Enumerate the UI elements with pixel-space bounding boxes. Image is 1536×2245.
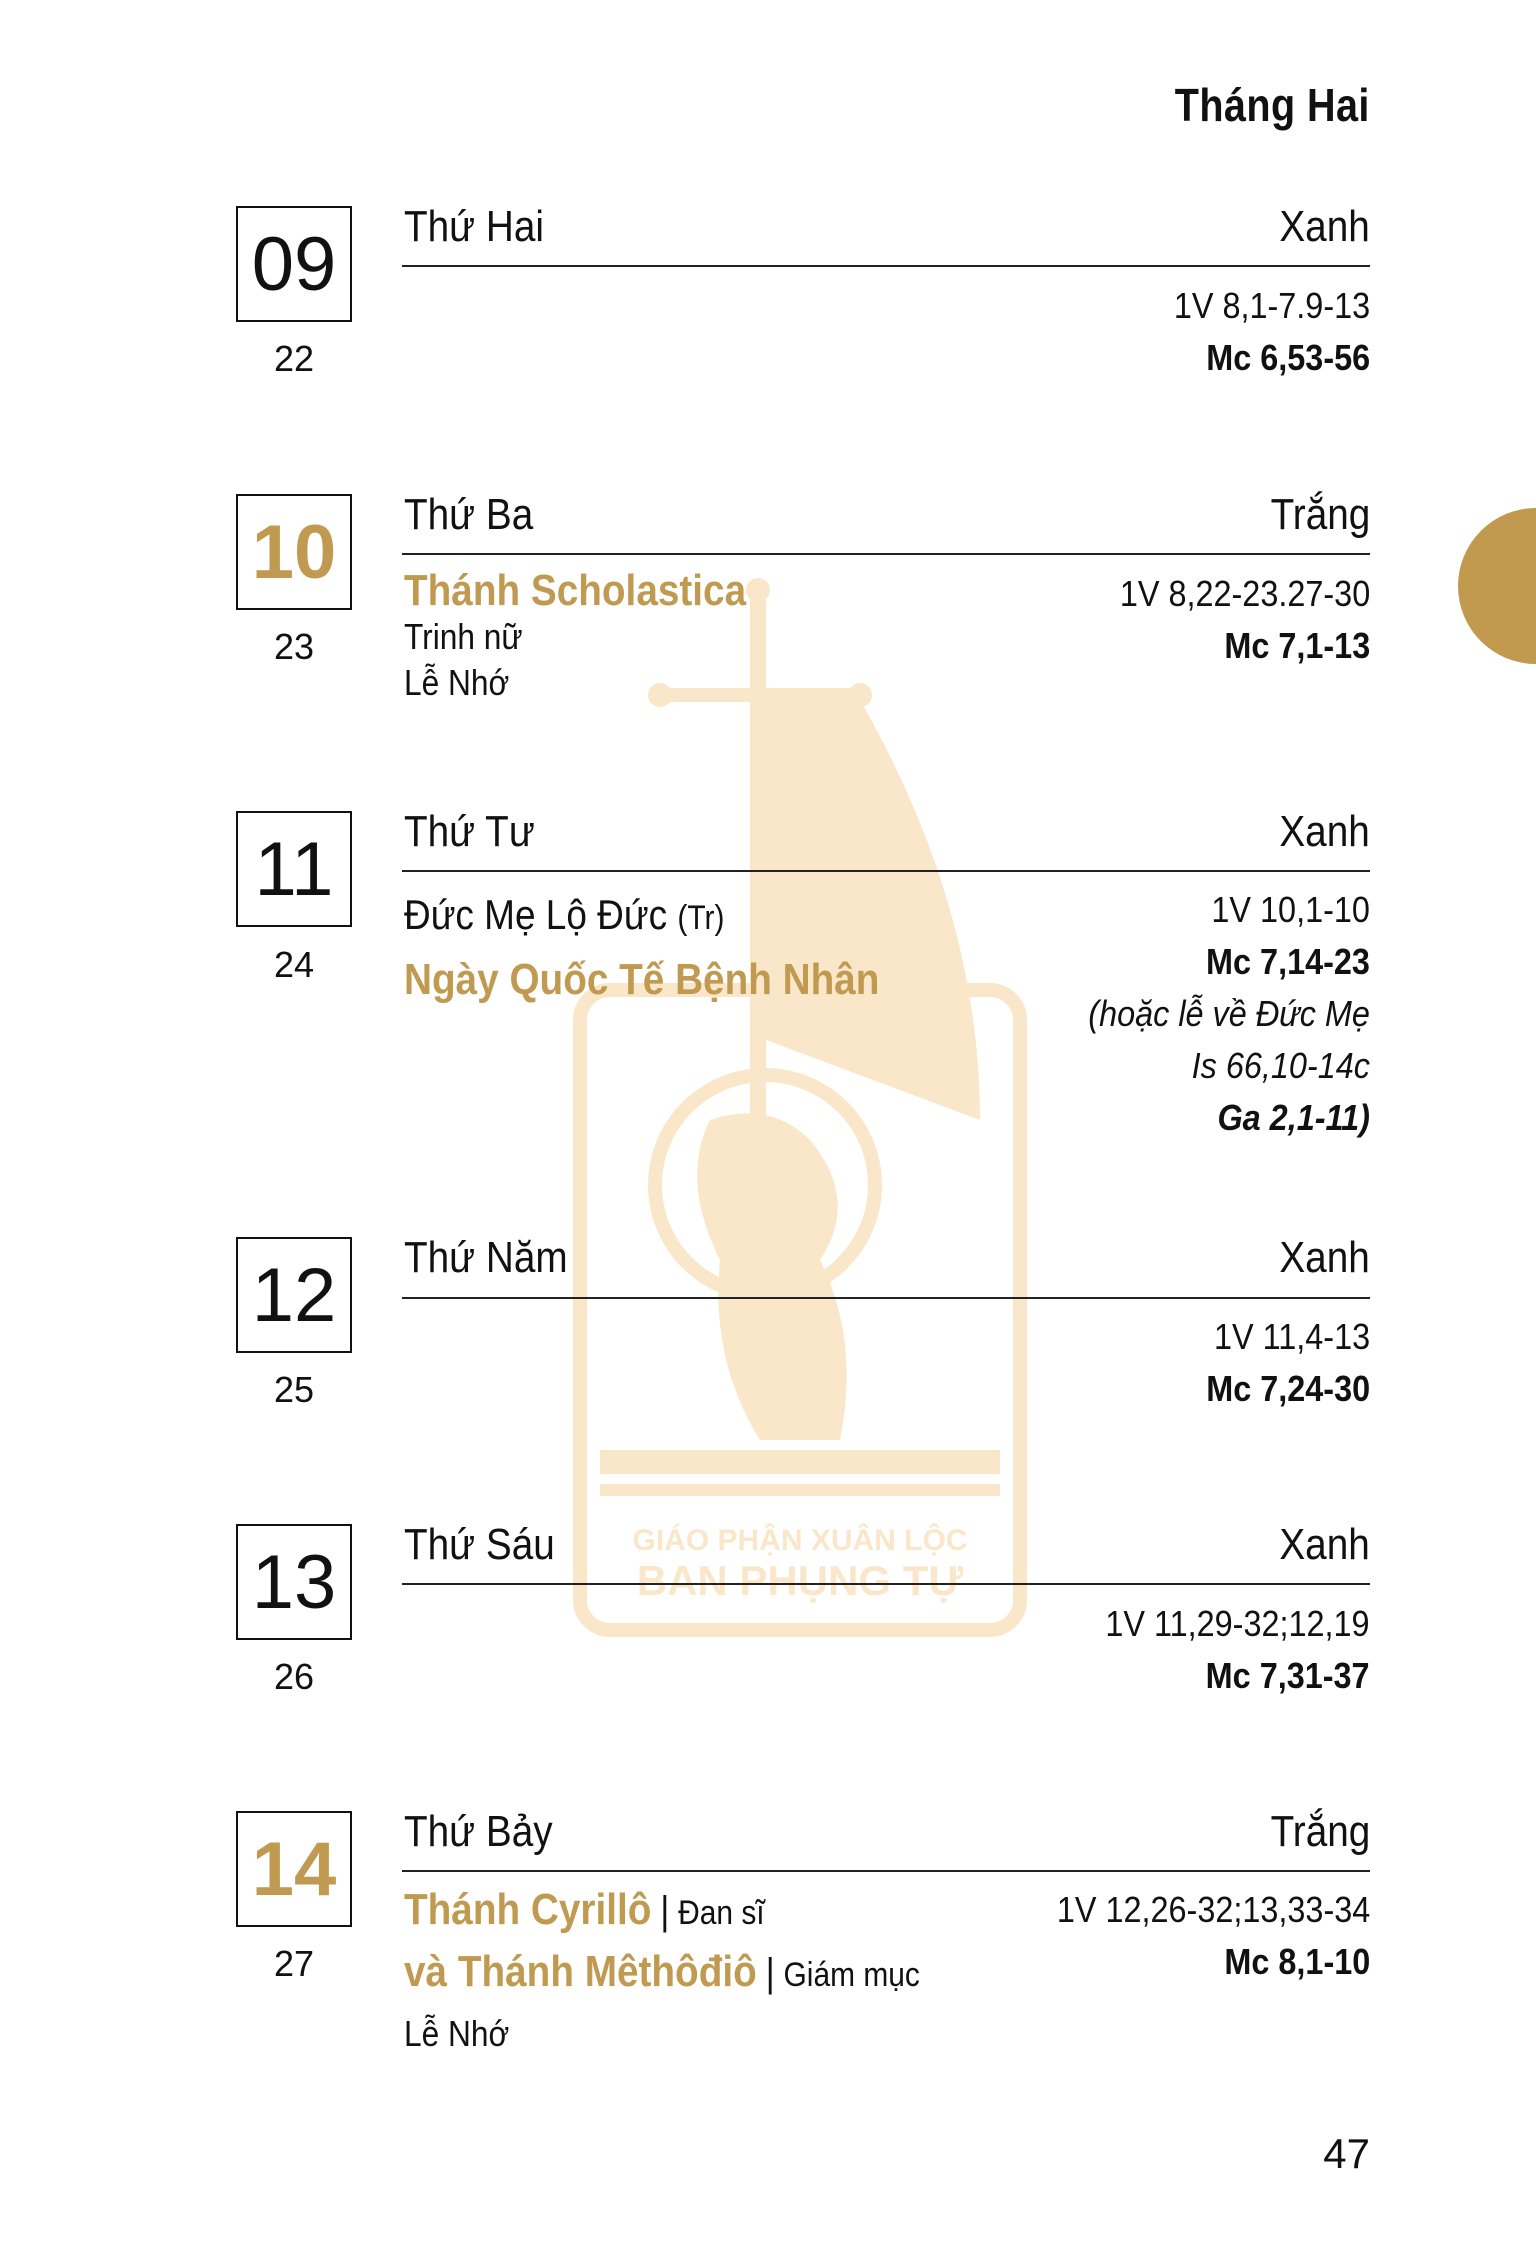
alternative-reading: Is 66,10-14c [1191, 1045, 1370, 1086]
weekday: Thứ Ba [404, 490, 534, 539]
lunar-date: 23 [273, 626, 315, 667]
saint-role: Giám mục [783, 1956, 920, 1994]
day-number: 14 [236, 1811, 352, 1927]
alternative-gospel: Ga 2,1-11) [1217, 1097, 1370, 1138]
liturgical-color: Xanh [1279, 807, 1370, 856]
first-reading: 1V 8,22-23.27-30 [1119, 573, 1370, 614]
divider [402, 870, 1370, 872]
day-number: 11 [236, 811, 352, 927]
liturgical-color: Trắng [1270, 490, 1370, 539]
first-reading: 1V 8,1-7.9-13 [1173, 285, 1370, 326]
lunar-date: 24 [273, 944, 315, 985]
first-reading: 1V 11,29-32;12,19 [1105, 1603, 1370, 1644]
saint-name: và Thánh Mêthôđiô [404, 1947, 757, 1996]
readings [1188, 1311, 1370, 1415]
saint-name: Thánh Scholastica [404, 566, 747, 615]
gospel-reading: Mc 7,14-23 [1206, 941, 1370, 982]
saint-name: Thánh Cyrillô [404, 1885, 652, 1934]
divider [402, 265, 1370, 267]
gospel-reading: Mc 7,24-30 [1206, 1368, 1370, 1409]
lunar-date: 22 [273, 338, 315, 379]
watermark-line1: GIÁO PHẬN XUÂN LỘC [632, 1524, 968, 1557]
gospel-reading: Mc 6,53-56 [1206, 337, 1370, 378]
liturgical-color: Xanh [1279, 1520, 1370, 1569]
memorial-color-tag: (Tr) [677, 899, 725, 937]
day-number: 13 [236, 1524, 352, 1640]
first-reading: 1V 10,1-10 [1211, 889, 1370, 930]
first-reading: 1V 12,26-32;13,33-34 [1056, 1889, 1370, 1930]
lamb-and-cross-icon [560, 560, 1040, 1640]
readings [1092, 568, 1370, 672]
month-title: Tháng Hai [1174, 79, 1370, 131]
divider [402, 553, 1370, 555]
weekday: Thứ Năm [404, 1233, 568, 1282]
readings [1022, 1884, 1370, 1988]
divider [402, 1583, 1370, 1585]
weekday: Thứ Tư [404, 807, 535, 856]
celebration [404, 568, 793, 706]
day-number: 12 [236, 1237, 352, 1353]
day-number: 09 [236, 206, 352, 322]
celebration-rank: Lễ Nhớ [404, 2013, 510, 2054]
section-tab [1458, 508, 1536, 664]
saint-line-1 [404, 1884, 920, 1946]
observance: Ngày Quốc Tế Bệnh Nhân [404, 955, 880, 1004]
watermark-line2: BAN PHỤNG TỰ [636, 1557, 964, 1604]
liturgical-color: Xanh [1279, 202, 1370, 251]
weekday: Thứ Hai [404, 202, 544, 251]
readings [1152, 280, 1370, 384]
page-number: 47 [1323, 2130, 1370, 2177]
gospel-reading: Mc 7,1-13 [1224, 625, 1370, 666]
separator: | [660, 1889, 670, 1933]
saint-role: Trinh nữ [404, 616, 523, 657]
celebration [404, 1884, 990, 2060]
lunar-date: 25 [273, 1369, 315, 1410]
divider [402, 1297, 1370, 1299]
saint-role: Đan sĩ [678, 1894, 765, 1932]
gospel-reading: Mc 8,1-10 [1224, 1941, 1370, 1982]
saint-line-2 [404, 1946, 920, 2008]
memorial-name: Đức Mẹ Lộ Đức [404, 891, 668, 938]
lunar-date: 26 [273, 1656, 315, 1697]
lunar-date: 27 [273, 1943, 315, 1984]
first-reading: 1V 11,4-13 [1213, 1316, 1370, 1357]
separator: | [765, 1951, 775, 1995]
memorial-line [404, 884, 879, 949]
liturgical-color: Trắng [1270, 1807, 1370, 1856]
alternative-note: (hoặc lễ về Đức Mẹ [1088, 993, 1370, 1034]
liturgical-color: Xanh [1279, 1233, 1370, 1282]
weekday: Thứ Bảy [404, 1807, 553, 1856]
divider [402, 1870, 1370, 1872]
readings [1076, 1598, 1370, 1702]
weekday: Thứ Sáu [404, 1520, 555, 1569]
gospel-reading: Mc 7,31-37 [1206, 1655, 1370, 1696]
day-number: 10 [236, 494, 352, 610]
readings [1057, 884, 1370, 1144]
celebration-rank: Lễ Nhớ [404, 662, 510, 703]
celebration [404, 884, 944, 1011]
